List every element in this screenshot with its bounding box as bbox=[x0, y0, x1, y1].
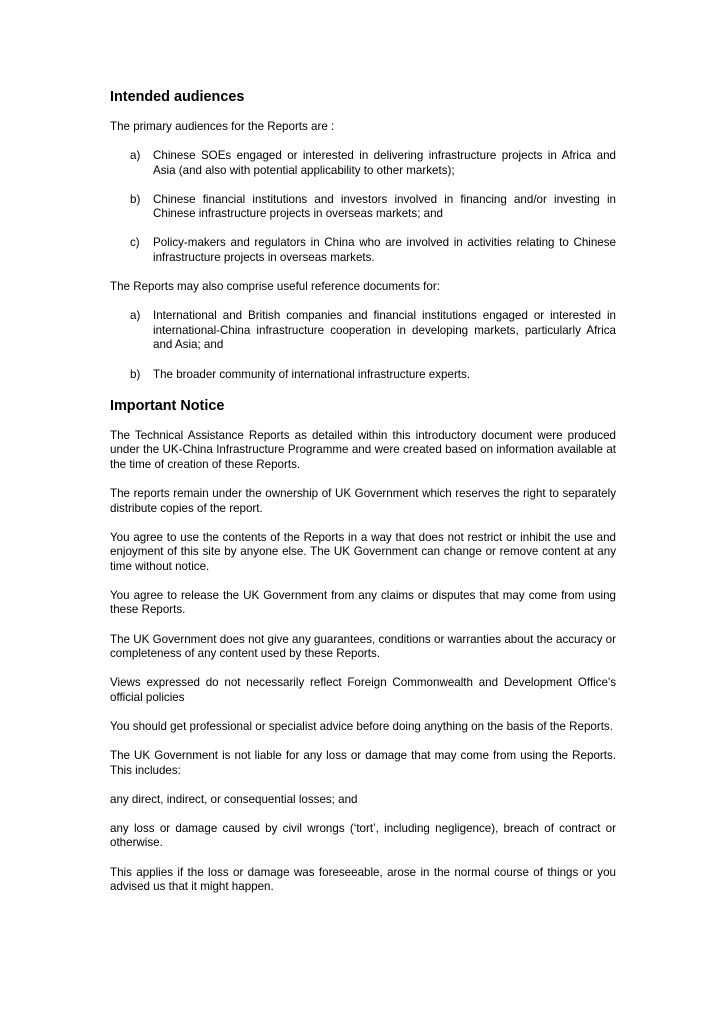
notice-paragraph: The Technical Assistance Reports as detailed within this introductory document were produced under the UK-China Infrastructure Programme and were created based on information available at the time of creation of these Reports. bbox=[110, 428, 616, 471]
list-item-text: Policy-makers and regulators in China who are involved in activities relating to Chinese infrastructure projects in overseas markets. bbox=[153, 236, 616, 265]
list-item bbox=[130, 149, 616, 178]
important-notice-heading: Important Notice bbox=[110, 397, 225, 414]
notice-paragraph: Views expressed do not necessarily reflect Foreign Commonwealth and Development Office's official policies bbox=[110, 676, 616, 704]
list-item bbox=[130, 236, 616, 265]
list-item-text: The broader community of international infrastructure experts. bbox=[153, 367, 471, 381]
list-marker: b) bbox=[130, 192, 141, 206]
secondary-audiences-list bbox=[110, 309, 616, 382]
important-notice-section bbox=[110, 397, 616, 895]
primary-audiences-intro: The primary audiences for the Reports are : bbox=[110, 120, 335, 133]
notice-paragraph: The reports remain under the ownership of UK Government which reserves the right to separately distribute copies of the report. bbox=[110, 486, 616, 515]
notice-paragraph: The UK Government is not liable for any loss or damage that may come from using the Reports. This includes: bbox=[110, 749, 616, 777]
list-marker: a) bbox=[130, 149, 141, 163]
notice-paragraph: any direct, indirect, or consequential losses; and bbox=[110, 792, 358, 806]
intended-audiences-heading: Intended audiences bbox=[110, 89, 245, 105]
notice-paragraph: This applies if the loss or damage was foreseeable, arose in the normal course of things or you advised us that it might happen. bbox=[110, 865, 616, 894]
list-item bbox=[130, 309, 616, 353]
list-item bbox=[130, 193, 616, 222]
list-item-text: Chinese financial institutions and investors involved in financing and/or investing in Chinese infrastructure projects in overseas markets; and bbox=[153, 192, 616, 221]
list-marker: b) bbox=[130, 367, 141, 381]
notice-paragraph: any loss or damage caused by civil wrongs (‘tort’, including negligence), breach of contract or otherwise. bbox=[110, 821, 616, 850]
list-marker: a) bbox=[130, 309, 141, 323]
intended-audiences-section bbox=[110, 88, 616, 382]
list-item-text: Chinese SOEs engaged or interested in delivering infrastructure projects in Africa and Asia (and also with potential applicability to other markets); bbox=[153, 149, 616, 177]
list-marker: c) bbox=[130, 236, 140, 250]
list-item bbox=[130, 368, 616, 383]
notice-paragraph: The UK Government does not give any guarantees, conditions or warranties about the accuracy or completeness of any content used by these Reports. bbox=[110, 632, 616, 661]
notice-paragraph: You agree to use the contents of the Reports in a way that does not restrict or inhibit the use and enjoyment of this site by anyone else. The UK Government can change or remove content at any time without notice. bbox=[110, 530, 616, 573]
secondary-audiences-intro: The Reports may also comprise useful reference documents for: bbox=[110, 280, 440, 294]
list-item-text: International and British companies and financial institutions engaged or interested in international-China infrastructure cooperation in developing markets, particularly Africa and Asia; and bbox=[153, 309, 616, 352]
primary-audiences-list bbox=[110, 149, 616, 266]
document-page bbox=[110, 88, 616, 909]
notice-paragraph: You agree to release the UK Government from any claims or disputes that may come from using these Reports. bbox=[110, 588, 616, 617]
notice-paragraph: You should get professional or specialist advice before doing anything on the basis of the Reports. bbox=[110, 719, 613, 733]
